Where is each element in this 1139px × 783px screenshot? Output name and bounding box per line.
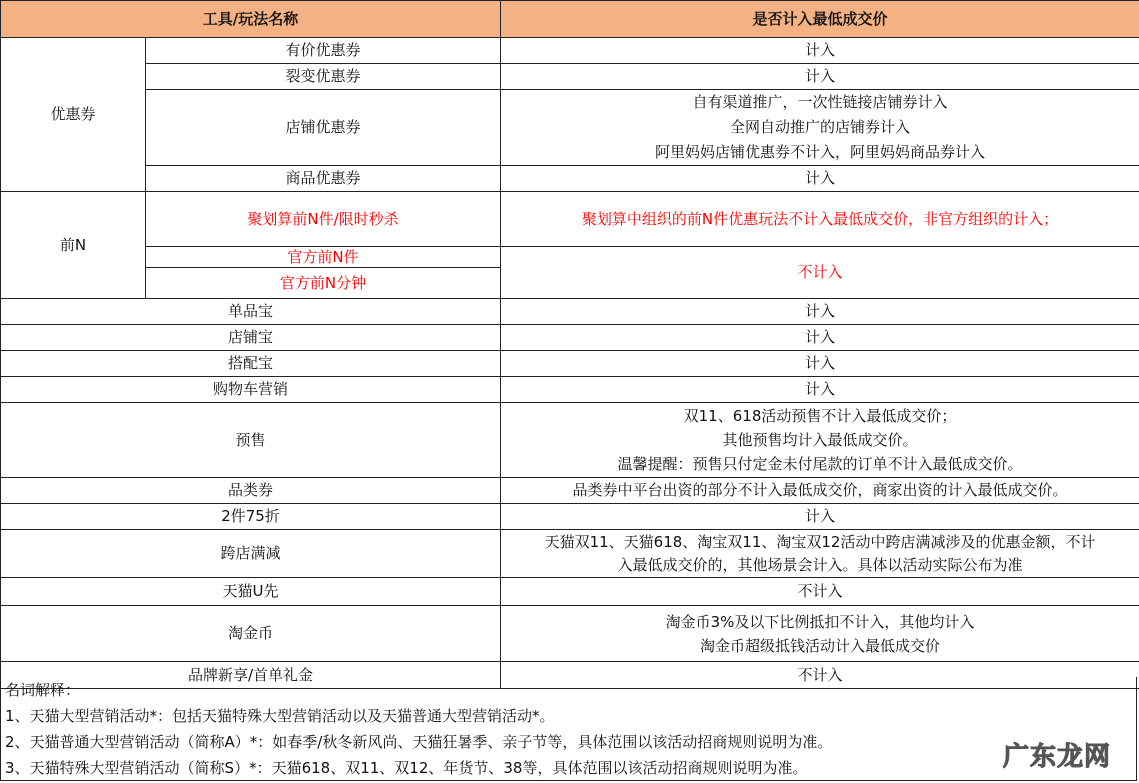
glossary-notes — [0, 677, 1137, 781]
note-item: 3、天猫特殊大型营销活动（简称S）*：天猫618、双11、双12、年货节、38等，具体范围以该活动招商规则说明为准。 — [5, 759, 808, 777]
tool-value — [501, 299, 1139, 325]
table-header — [1, 1, 1139, 38]
tool-value — [501, 606, 1139, 662]
tool-value — [501, 504, 1139, 530]
value-line: 自有渠道推广，一次性链接店铺券计入 — [692, 93, 948, 111]
tool-name: 店铺宝 — [1, 325, 501, 351]
tool-name: 官方前N件 — [146, 247, 501, 268]
tool-name: 有价优惠券 — [146, 38, 501, 64]
tool-name: 淘金币 — [1, 606, 501, 662]
group-coupon: 优惠券 — [1, 38, 146, 192]
value-line: 全网自动推广的店铺券计入 — [730, 118, 911, 136]
table-row — [1, 166, 1139, 192]
notes-title: 名词解释： — [5, 681, 81, 699]
value-line: 品类券中平台出资的部分不计入最低成交价，商家出资的计入最低成交价。 — [572, 481, 1068, 499]
value-line: 入最低成交价的，其他场景会计入。具体以活动实际公布为准 — [617, 555, 1023, 574]
table-row — [1, 351, 1139, 377]
tool-value — [501, 478, 1139, 504]
tool-name: 搭配宝 — [1, 351, 501, 377]
value-line: 其他预售均计入最低成交价。 — [722, 431, 918, 449]
table-row — [1, 38, 1139, 64]
value-line: 不计入 — [797, 582, 843, 600]
value-line: 计入 — [805, 507, 836, 525]
tool-name: 天猫U先 — [1, 578, 501, 606]
value-line: 计入 — [805, 380, 836, 398]
tool-value: 计入 — [501, 166, 1139, 192]
table-row — [1, 403, 1139, 478]
value-line: 计入 — [805, 354, 836, 372]
tool-name: 品牌新享/首单礼金 — [1, 662, 501, 689]
header-tool-name: 工具/玩法名称 — [1, 1, 501, 38]
tool-name: 单品宝 — [1, 299, 501, 325]
tool-name: 官方前N分钟 — [146, 268, 501, 299]
tool-value — [501, 90, 1139, 166]
note-item: 2、天猫普通大型营销活动（简称A）*：如春季/秋冬新风尚、天猫狂暑季、亲子节等，具体范围以该活动招商规则说明为准。 — [5, 733, 833, 751]
table-row — [1, 606, 1139, 662]
tool-name: 购物车营销 — [1, 377, 501, 403]
tool-value — [501, 377, 1139, 403]
tool-name: 跨店满减 — [1, 530, 501, 578]
table-row — [1, 299, 1139, 325]
tool-name: 裂变优惠券 — [146, 64, 501, 90]
table-row — [1, 377, 1139, 403]
table-row — [1, 578, 1139, 606]
tool-name: 店铺优惠券 — [146, 90, 501, 166]
value-line: 天猫双11、天猫618、淘宝双11、淘宝双12活动中跨店满减涉及的优惠金额，不计 — [544, 532, 1096, 551]
tool-name: 品类券 — [1, 478, 501, 504]
table-row — [1, 247, 1139, 268]
table-row — [1, 192, 1139, 247]
tool-name: 预售 — [1, 403, 501, 478]
value-line: 淘金币3%及以下比例抵扣不计入，其他均计入 — [665, 612, 975, 631]
value-line: 不计入 — [797, 665, 843, 684]
table-row — [1, 504, 1139, 530]
value-line: 双11、618活动预售不计入最低成交价； — [683, 407, 957, 425]
tool-value: 计入 — [501, 64, 1139, 90]
tool-value: 计入 — [501, 38, 1139, 64]
tool-value: 不计入 — [501, 247, 1139, 299]
tool-name: 2件75折 — [1, 504, 501, 530]
table-row — [1, 478, 1139, 504]
table-row — [1, 325, 1139, 351]
table-row — [1, 90, 1139, 166]
value-line: 计入 — [805, 302, 836, 320]
group-top-n: 前N — [1, 192, 146, 299]
tool-value — [501, 325, 1139, 351]
tool-value: 聚划算中组织的前N件优惠玩法不计入最低成交价，非官方组织的计入； — [501, 192, 1139, 247]
tool-name: 聚划算前N件/限时秒杀 — [146, 192, 501, 247]
tool-name: 商品优惠券 — [146, 166, 501, 192]
table-row — [1, 64, 1139, 90]
value-line: 阿里妈妈店铺优惠券不计入，阿里妈妈商品券计入 — [655, 143, 986, 161]
value-line: 温馨提醒：预售只付定金未付尾款的订单不计入最低成交价。 — [617, 455, 1023, 473]
watermark-logo: 广东龙网 — [1002, 742, 1111, 772]
header-included: 是否计入最低成交价 — [501, 1, 1139, 38]
tool-value — [501, 530, 1139, 578]
value-line: 淘金币超级抵钱活动计入最低成交价 — [700, 636, 941, 655]
table-row — [1, 530, 1139, 578]
note-item: 1、天猫大型营销活动*：包括天猫特殊大型营销活动以及天猫普通大型营销活动*。 — [5, 707, 555, 725]
tool-value — [501, 403, 1139, 478]
value-line: 计入 — [805, 328, 836, 346]
tool-value — [501, 578, 1139, 606]
tool-value — [501, 351, 1139, 377]
